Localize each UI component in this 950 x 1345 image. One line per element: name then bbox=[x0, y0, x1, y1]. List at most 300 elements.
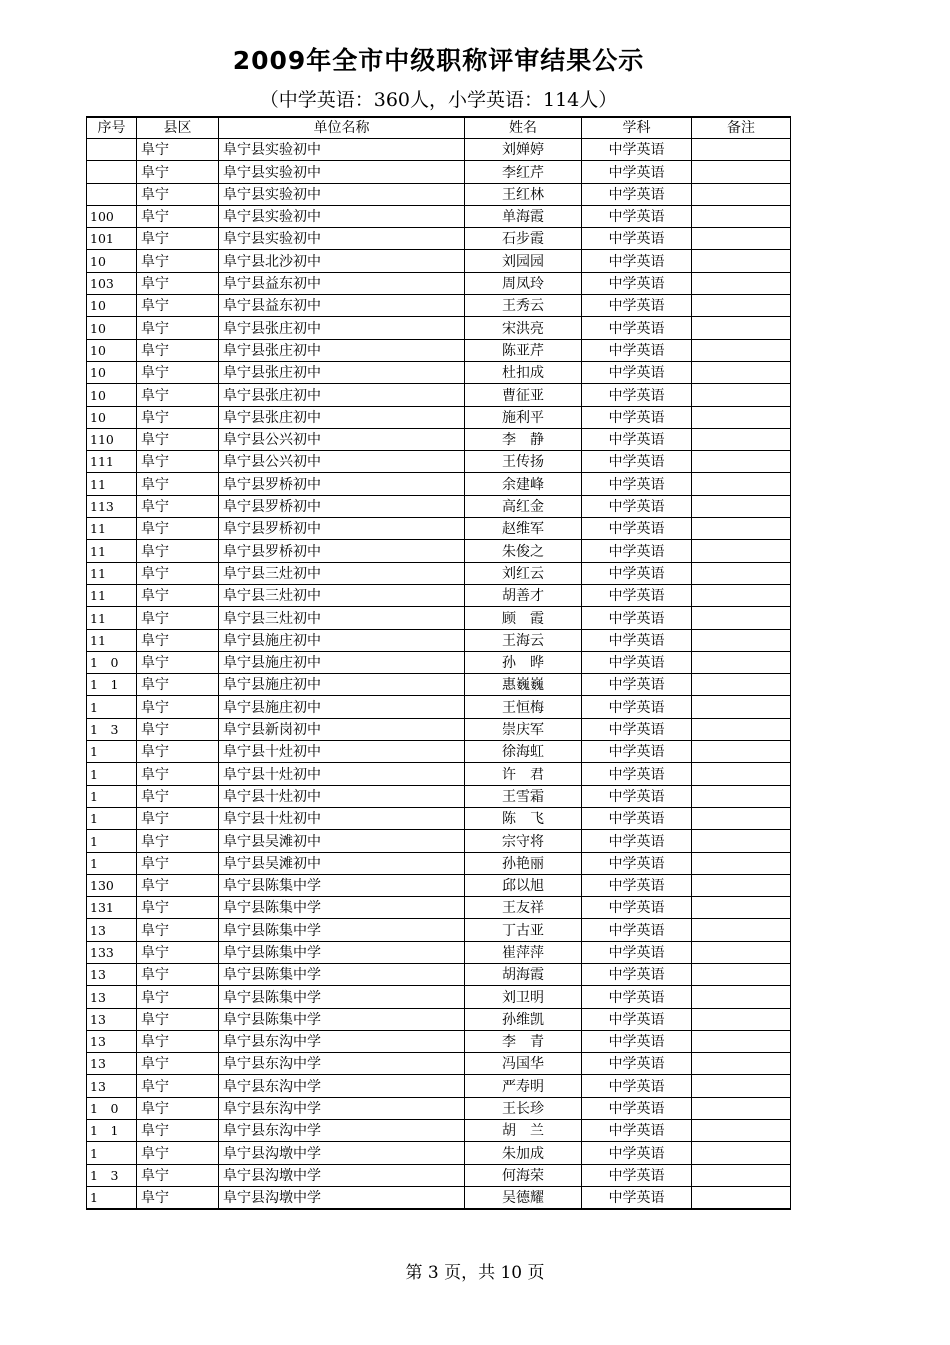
cell-county: 阜宁 bbox=[137, 540, 219, 562]
cell-unit: 阜宁县罗桥初中 bbox=[219, 473, 465, 495]
cell-name: 王海云 bbox=[465, 629, 582, 651]
cell-unit: 阜宁县东沟中学 bbox=[219, 1030, 465, 1052]
cell-subject: 中学英语 bbox=[582, 1075, 692, 1097]
cell-remark bbox=[692, 139, 791, 161]
cell-county: 阜宁 bbox=[137, 830, 219, 852]
cell-name: 徐海虹 bbox=[465, 741, 582, 763]
cell-remark bbox=[692, 1097, 791, 1119]
cell-name: 何海荣 bbox=[465, 1164, 582, 1186]
cell-name: 李红芹 bbox=[465, 161, 582, 183]
cell-remark bbox=[692, 807, 791, 829]
cell-county: 阜宁 bbox=[137, 473, 219, 495]
cell-subject: 中学英语 bbox=[582, 384, 692, 406]
cell-remark bbox=[692, 295, 791, 317]
cell-name: 王传扬 bbox=[465, 451, 582, 473]
cell-name: 丁古亚 bbox=[465, 919, 582, 941]
cell-remark bbox=[692, 696, 791, 718]
cell-unit: 阜宁县公兴初中 bbox=[219, 451, 465, 473]
cell-seq: 13 bbox=[87, 1008, 137, 1030]
cell-unit: 阜宁县十灶初中 bbox=[219, 741, 465, 763]
cell-remark bbox=[692, 428, 791, 450]
page-number-label: 第 3 页，共 10 页 bbox=[405, 1263, 545, 1283]
cell-remark bbox=[692, 540, 791, 562]
cell-name: 余建峰 bbox=[465, 473, 582, 495]
document-title: 2009年全市中级职称评审结果公示 bbox=[232, 46, 645, 75]
cell-unit: 阜宁县公兴初中 bbox=[219, 428, 465, 450]
cell-name: 孙艳丽 bbox=[465, 852, 582, 874]
cell-remark bbox=[692, 1030, 791, 1052]
cell-remark bbox=[692, 451, 791, 473]
cell-county: 阜宁 bbox=[137, 1030, 219, 1052]
cell-seq: 13 bbox=[87, 986, 137, 1008]
cell-county: 阜宁 bbox=[137, 1186, 219, 1208]
cell-subject: 中学英语 bbox=[582, 406, 692, 428]
cell-county: 阜宁 bbox=[137, 941, 219, 963]
cell-subject: 中学英语 bbox=[582, 963, 692, 985]
cell-name: 惠巍巍 bbox=[465, 674, 582, 696]
cell-subject: 中学英语 bbox=[582, 986, 692, 1008]
table-row bbox=[87, 1075, 791, 1097]
cell-remark bbox=[692, 272, 791, 294]
cell-seq: 133 bbox=[87, 941, 137, 963]
cell-name: 胡海霞 bbox=[465, 963, 582, 985]
cell-seq: 10 bbox=[87, 361, 137, 383]
cell-subject: 中学英语 bbox=[582, 584, 692, 606]
cell-seq: 111 bbox=[87, 451, 137, 473]
cell-county: 阜宁 bbox=[137, 361, 219, 383]
cell-unit: 阜宁县益东初中 bbox=[219, 272, 465, 294]
results-table bbox=[86, 116, 791, 1210]
table-row bbox=[87, 1008, 791, 1030]
cell-remark bbox=[692, 1186, 791, 1208]
cell-seq: 1 bbox=[87, 763, 137, 785]
cell-unit: 阜宁县三灶初中 bbox=[219, 584, 465, 606]
cell-unit: 阜宁县张庄初中 bbox=[219, 406, 465, 428]
cell-name: 赵维军 bbox=[465, 518, 582, 540]
cell-seq: 10 bbox=[87, 317, 137, 339]
cell-unit: 阜宁县陈集中学 bbox=[219, 1008, 465, 1030]
cell-unit: 阜宁县陈集中学 bbox=[219, 963, 465, 985]
cell-name: 杜扣成 bbox=[465, 361, 582, 383]
cell-county: 阜宁 bbox=[137, 785, 219, 807]
cell-subject: 中学英语 bbox=[582, 540, 692, 562]
cell-subject: 中学英语 bbox=[582, 874, 692, 896]
cell-subject: 中学英语 bbox=[582, 139, 692, 161]
cell-remark bbox=[692, 361, 791, 383]
cell-county: 阜宁 bbox=[137, 607, 219, 629]
cell-subject: 中学英语 bbox=[582, 451, 692, 473]
cell-remark bbox=[692, 651, 791, 673]
cell-subject: 中学英语 bbox=[582, 763, 692, 785]
table-row bbox=[87, 607, 791, 629]
table-row bbox=[87, 897, 791, 919]
cell-remark bbox=[692, 205, 791, 227]
cell-subject: 中学英语 bbox=[582, 741, 692, 763]
cell-subject: 中学英语 bbox=[582, 651, 692, 673]
cell-seq: 103 bbox=[87, 272, 137, 294]
table-row bbox=[87, 495, 791, 517]
cell-county: 阜宁 bbox=[137, 518, 219, 540]
cell-subject: 中学英语 bbox=[582, 852, 692, 874]
cell-unit: 阜宁县实验初中 bbox=[219, 183, 465, 205]
cell-seq: 1 3 bbox=[87, 718, 137, 740]
cell-remark bbox=[692, 406, 791, 428]
cell-subject: 中学英语 bbox=[582, 807, 692, 829]
cell-remark bbox=[692, 607, 791, 629]
cell-name: 刘红云 bbox=[465, 562, 582, 584]
cell-name: 顾 霞 bbox=[465, 607, 582, 629]
table-row bbox=[87, 205, 791, 227]
cell-remark bbox=[692, 339, 791, 361]
cell-subject: 中学英语 bbox=[582, 339, 692, 361]
table-row bbox=[87, 183, 791, 205]
results-table-body bbox=[87, 117, 791, 1209]
cell-subject: 中学英语 bbox=[582, 941, 692, 963]
cell-seq: 10 bbox=[87, 384, 137, 406]
cell-county: 阜宁 bbox=[137, 629, 219, 651]
cell-seq: 13 bbox=[87, 1053, 137, 1075]
document-subtitle: （中学英语：360人，小学英语：114人） bbox=[259, 89, 618, 111]
cell-subject: 中学英语 bbox=[582, 295, 692, 317]
cell-unit: 阜宁县陈集中学 bbox=[219, 986, 465, 1008]
table-row bbox=[87, 874, 791, 896]
header-unit: 单位名称 bbox=[219, 117, 465, 139]
cell-subject: 中学英语 bbox=[582, 1186, 692, 1208]
cell-subject: 中学英语 bbox=[582, 629, 692, 651]
cell-unit: 阜宁县十灶初中 bbox=[219, 763, 465, 785]
cell-name: 王红林 bbox=[465, 183, 582, 205]
cell-name: 周凤玲 bbox=[465, 272, 582, 294]
header-county: 县区 bbox=[137, 117, 219, 139]
cell-county: 阜宁 bbox=[137, 584, 219, 606]
cell-county: 阜宁 bbox=[137, 384, 219, 406]
table-row bbox=[87, 428, 791, 450]
cell-county: 阜宁 bbox=[137, 161, 219, 183]
cell-seq: 10 bbox=[87, 406, 137, 428]
cell-county: 阜宁 bbox=[137, 963, 219, 985]
cell-unit: 阜宁县实验初中 bbox=[219, 139, 465, 161]
page-footer bbox=[0, 1262, 950, 1284]
table-row bbox=[87, 540, 791, 562]
header-remark: 备注 bbox=[692, 117, 791, 139]
cell-name: 王秀云 bbox=[465, 295, 582, 317]
cell-remark bbox=[692, 1164, 791, 1186]
cell-remark bbox=[692, 763, 791, 785]
table-row bbox=[87, 919, 791, 941]
cell-remark bbox=[692, 495, 791, 517]
table-row bbox=[87, 161, 791, 183]
cell-unit: 阜宁县罗桥初中 bbox=[219, 495, 465, 517]
cell-unit: 阜宁县新岗初中 bbox=[219, 718, 465, 740]
cell-subject: 中学英语 bbox=[582, 361, 692, 383]
cell-seq: 13 bbox=[87, 919, 137, 941]
cell-remark bbox=[692, 674, 791, 696]
cell-name: 刘卫明 bbox=[465, 986, 582, 1008]
table-row bbox=[87, 295, 791, 317]
cell-name: 施利平 bbox=[465, 406, 582, 428]
table-row bbox=[87, 674, 791, 696]
cell-county: 阜宁 bbox=[137, 428, 219, 450]
table-row bbox=[87, 1097, 791, 1119]
cell-subject: 中学英语 bbox=[582, 228, 692, 250]
cell-county: 阜宁 bbox=[137, 451, 219, 473]
table-row bbox=[87, 651, 791, 673]
cell-seq: 1 0 bbox=[87, 651, 137, 673]
cell-subject: 中学英语 bbox=[582, 250, 692, 272]
cell-subject: 中学英语 bbox=[582, 674, 692, 696]
cell-remark bbox=[692, 718, 791, 740]
cell-unit: 阜宁县十灶初中 bbox=[219, 807, 465, 829]
table-header-row bbox=[87, 117, 791, 139]
cell-remark bbox=[692, 1120, 791, 1142]
cell-unit: 阜宁县吴滩初中 bbox=[219, 830, 465, 852]
table-row bbox=[87, 718, 791, 740]
table-row bbox=[87, 406, 791, 428]
cell-county: 阜宁 bbox=[137, 874, 219, 896]
cell-county: 阜宁 bbox=[137, 897, 219, 919]
cell-seq: 11 bbox=[87, 518, 137, 540]
cell-remark bbox=[692, 250, 791, 272]
table-row bbox=[87, 228, 791, 250]
table-row bbox=[87, 339, 791, 361]
cell-remark bbox=[692, 874, 791, 896]
cell-unit: 阜宁县东沟中学 bbox=[219, 1097, 465, 1119]
cell-seq: 113 bbox=[87, 495, 137, 517]
cell-subject: 中学英语 bbox=[582, 495, 692, 517]
cell-name: 许 君 bbox=[465, 763, 582, 785]
cell-county: 阜宁 bbox=[137, 741, 219, 763]
cell-unit: 阜宁县张庄初中 bbox=[219, 339, 465, 361]
table-row bbox=[87, 1164, 791, 1186]
cell-unit: 阜宁县沟墩中学 bbox=[219, 1186, 465, 1208]
cell-subject: 中学英语 bbox=[582, 518, 692, 540]
table-row bbox=[87, 741, 791, 763]
cell-subject: 中学英语 bbox=[582, 317, 692, 339]
cell-county: 阜宁 bbox=[137, 852, 219, 874]
cell-seq: 100 bbox=[87, 205, 137, 227]
cell-name: 胡 兰 bbox=[465, 1120, 582, 1142]
cell-unit: 阜宁县罗桥初中 bbox=[219, 518, 465, 540]
cell-remark bbox=[692, 161, 791, 183]
cell-subject: 中学英语 bbox=[582, 473, 692, 495]
cell-name: 陈亚芹 bbox=[465, 339, 582, 361]
table-row bbox=[87, 1142, 791, 1164]
cell-seq: 11 bbox=[87, 562, 137, 584]
cell-remark bbox=[692, 830, 791, 852]
table-row bbox=[87, 1030, 791, 1052]
cell-county: 阜宁 bbox=[137, 674, 219, 696]
cell-seq: 1 bbox=[87, 830, 137, 852]
cell-unit: 阜宁县陈集中学 bbox=[219, 897, 465, 919]
cell-seq: 13 bbox=[87, 963, 137, 985]
cell-seq: 1 bbox=[87, 785, 137, 807]
cell-seq: 11 bbox=[87, 473, 137, 495]
cell-name: 高红金 bbox=[465, 495, 582, 517]
cell-remark bbox=[692, 228, 791, 250]
table-row bbox=[87, 518, 791, 540]
cell-unit: 阜宁县沟墩中学 bbox=[219, 1164, 465, 1186]
table-row bbox=[87, 986, 791, 1008]
cell-seq: 11 bbox=[87, 540, 137, 562]
cell-unit: 阜宁县张庄初中 bbox=[219, 361, 465, 383]
cell-seq: 1 bbox=[87, 852, 137, 874]
cell-remark bbox=[692, 562, 791, 584]
cell-remark bbox=[692, 317, 791, 339]
cell-name: 曹征亚 bbox=[465, 384, 582, 406]
table-row bbox=[87, 250, 791, 272]
cell-name: 李 青 bbox=[465, 1030, 582, 1052]
cell-unit: 阜宁县吴滩初中 bbox=[219, 852, 465, 874]
cell-unit: 阜宁县东沟中学 bbox=[219, 1120, 465, 1142]
table-row bbox=[87, 473, 791, 495]
table-row bbox=[87, 629, 791, 651]
cell-subject: 中学英语 bbox=[582, 1120, 692, 1142]
cell-unit: 阜宁县施庄初中 bbox=[219, 651, 465, 673]
cell-name: 宗守将 bbox=[465, 830, 582, 852]
cell-subject: 中学英语 bbox=[582, 1142, 692, 1164]
cell-county: 阜宁 bbox=[137, 1053, 219, 1075]
header-name: 姓名 bbox=[465, 117, 582, 139]
cell-remark bbox=[692, 986, 791, 1008]
table-row bbox=[87, 1186, 791, 1208]
table-row bbox=[87, 941, 791, 963]
cell-remark bbox=[692, 919, 791, 941]
cell-county: 阜宁 bbox=[137, 205, 219, 227]
cell-name: 刘婵婷 bbox=[465, 139, 582, 161]
cell-county: 阜宁 bbox=[137, 495, 219, 517]
cell-county: 阜宁 bbox=[137, 339, 219, 361]
cell-remark bbox=[692, 1008, 791, 1030]
cell-seq: 1 0 bbox=[87, 1097, 137, 1119]
table-row bbox=[87, 852, 791, 874]
cell-name: 崇庆军 bbox=[465, 718, 582, 740]
cell-unit: 阜宁县施庄初中 bbox=[219, 629, 465, 651]
cell-seq: 11 bbox=[87, 607, 137, 629]
cell-name: 朱加成 bbox=[465, 1142, 582, 1164]
table-row bbox=[87, 139, 791, 161]
cell-seq bbox=[87, 161, 137, 183]
cell-seq: 1 bbox=[87, 1142, 137, 1164]
cell-county: 阜宁 bbox=[137, 696, 219, 718]
cell-remark bbox=[692, 963, 791, 985]
cell-county: 阜宁 bbox=[137, 139, 219, 161]
cell-county: 阜宁 bbox=[137, 406, 219, 428]
cell-subject: 中学英语 bbox=[582, 607, 692, 629]
table-row bbox=[87, 763, 791, 785]
cell-seq: 11 bbox=[87, 584, 137, 606]
cell-county: 阜宁 bbox=[137, 228, 219, 250]
table-row bbox=[87, 1053, 791, 1075]
cell-subject: 中学英语 bbox=[582, 696, 692, 718]
cell-name: 冯国华 bbox=[465, 1053, 582, 1075]
table-row bbox=[87, 272, 791, 294]
cell-subject: 中学英语 bbox=[582, 1164, 692, 1186]
cell-seq: 1 1 bbox=[87, 674, 137, 696]
cell-county: 阜宁 bbox=[137, 183, 219, 205]
cell-seq: 1 bbox=[87, 1186, 137, 1208]
cell-county: 阜宁 bbox=[137, 1120, 219, 1142]
cell-subject: 中学英语 bbox=[582, 897, 692, 919]
cell-remark bbox=[692, 852, 791, 874]
cell-remark bbox=[692, 897, 791, 919]
cell-unit: 阜宁县陈集中学 bbox=[219, 919, 465, 941]
cell-unit: 阜宁县施庄初中 bbox=[219, 674, 465, 696]
cell-unit: 阜宁县张庄初中 bbox=[219, 317, 465, 339]
cell-subject: 中学英语 bbox=[582, 1030, 692, 1052]
cell-unit: 阜宁县张庄初中 bbox=[219, 384, 465, 406]
cell-name: 孙 晔 bbox=[465, 651, 582, 673]
table-row bbox=[87, 1120, 791, 1142]
table-row bbox=[87, 562, 791, 584]
cell-subject: 中学英语 bbox=[582, 272, 692, 294]
cell-seq: 1 bbox=[87, 741, 137, 763]
cell-unit: 阜宁县东沟中学 bbox=[219, 1053, 465, 1075]
cell-remark bbox=[692, 473, 791, 495]
cell-unit: 阜宁县十灶初中 bbox=[219, 785, 465, 807]
cell-seq: 130 bbox=[87, 874, 137, 896]
cell-unit: 阜宁县实验初中 bbox=[219, 228, 465, 250]
table-row bbox=[87, 963, 791, 985]
cell-unit: 阜宁县实验初中 bbox=[219, 161, 465, 183]
cell-unit: 阜宁县三灶初中 bbox=[219, 607, 465, 629]
cell-county: 阜宁 bbox=[137, 272, 219, 294]
cell-name: 石步霞 bbox=[465, 228, 582, 250]
cell-remark bbox=[692, 785, 791, 807]
cell-seq: 110 bbox=[87, 428, 137, 450]
cell-county: 阜宁 bbox=[137, 1008, 219, 1030]
cell-remark bbox=[692, 384, 791, 406]
cell-county: 阜宁 bbox=[137, 807, 219, 829]
cell-county: 阜宁 bbox=[137, 562, 219, 584]
cell-subject: 中学英语 bbox=[582, 919, 692, 941]
table-row bbox=[87, 361, 791, 383]
cell-name: 王雪霜 bbox=[465, 785, 582, 807]
cell-unit: 阜宁县施庄初中 bbox=[219, 696, 465, 718]
table-row bbox=[87, 584, 791, 606]
header-subject: 学科 bbox=[582, 117, 692, 139]
cell-name: 宋洪亮 bbox=[465, 317, 582, 339]
cell-remark bbox=[692, 584, 791, 606]
cell-unit: 阜宁县东沟中学 bbox=[219, 1075, 465, 1097]
cell-seq: 13 bbox=[87, 1030, 137, 1052]
cell-subject: 中学英语 bbox=[582, 161, 692, 183]
cell-remark bbox=[692, 629, 791, 651]
table-row bbox=[87, 830, 791, 852]
cell-unit: 阜宁县陈集中学 bbox=[219, 941, 465, 963]
cell-county: 阜宁 bbox=[137, 763, 219, 785]
cell-remark bbox=[692, 1053, 791, 1075]
cell-remark bbox=[692, 183, 791, 205]
cell-seq: 10 bbox=[87, 339, 137, 361]
cell-name: 李 静 bbox=[465, 428, 582, 450]
cell-subject: 中学英语 bbox=[582, 830, 692, 852]
cell-name: 刘园园 bbox=[465, 250, 582, 272]
cell-subject: 中学英语 bbox=[582, 1008, 692, 1030]
table-row bbox=[87, 317, 791, 339]
cell-unit: 阜宁县陈集中学 bbox=[219, 874, 465, 896]
table-row bbox=[87, 785, 791, 807]
cell-seq bbox=[87, 139, 137, 161]
cell-seq: 1 bbox=[87, 807, 137, 829]
cell-county: 阜宁 bbox=[137, 718, 219, 740]
cell-name: 王长珍 bbox=[465, 1097, 582, 1119]
cell-seq bbox=[87, 183, 137, 205]
cell-county: 阜宁 bbox=[137, 986, 219, 1008]
cell-name: 朱俊之 bbox=[465, 540, 582, 562]
cell-subject: 中学英语 bbox=[582, 562, 692, 584]
cell-unit: 阜宁县三灶初中 bbox=[219, 562, 465, 584]
cell-name: 王友祥 bbox=[465, 897, 582, 919]
